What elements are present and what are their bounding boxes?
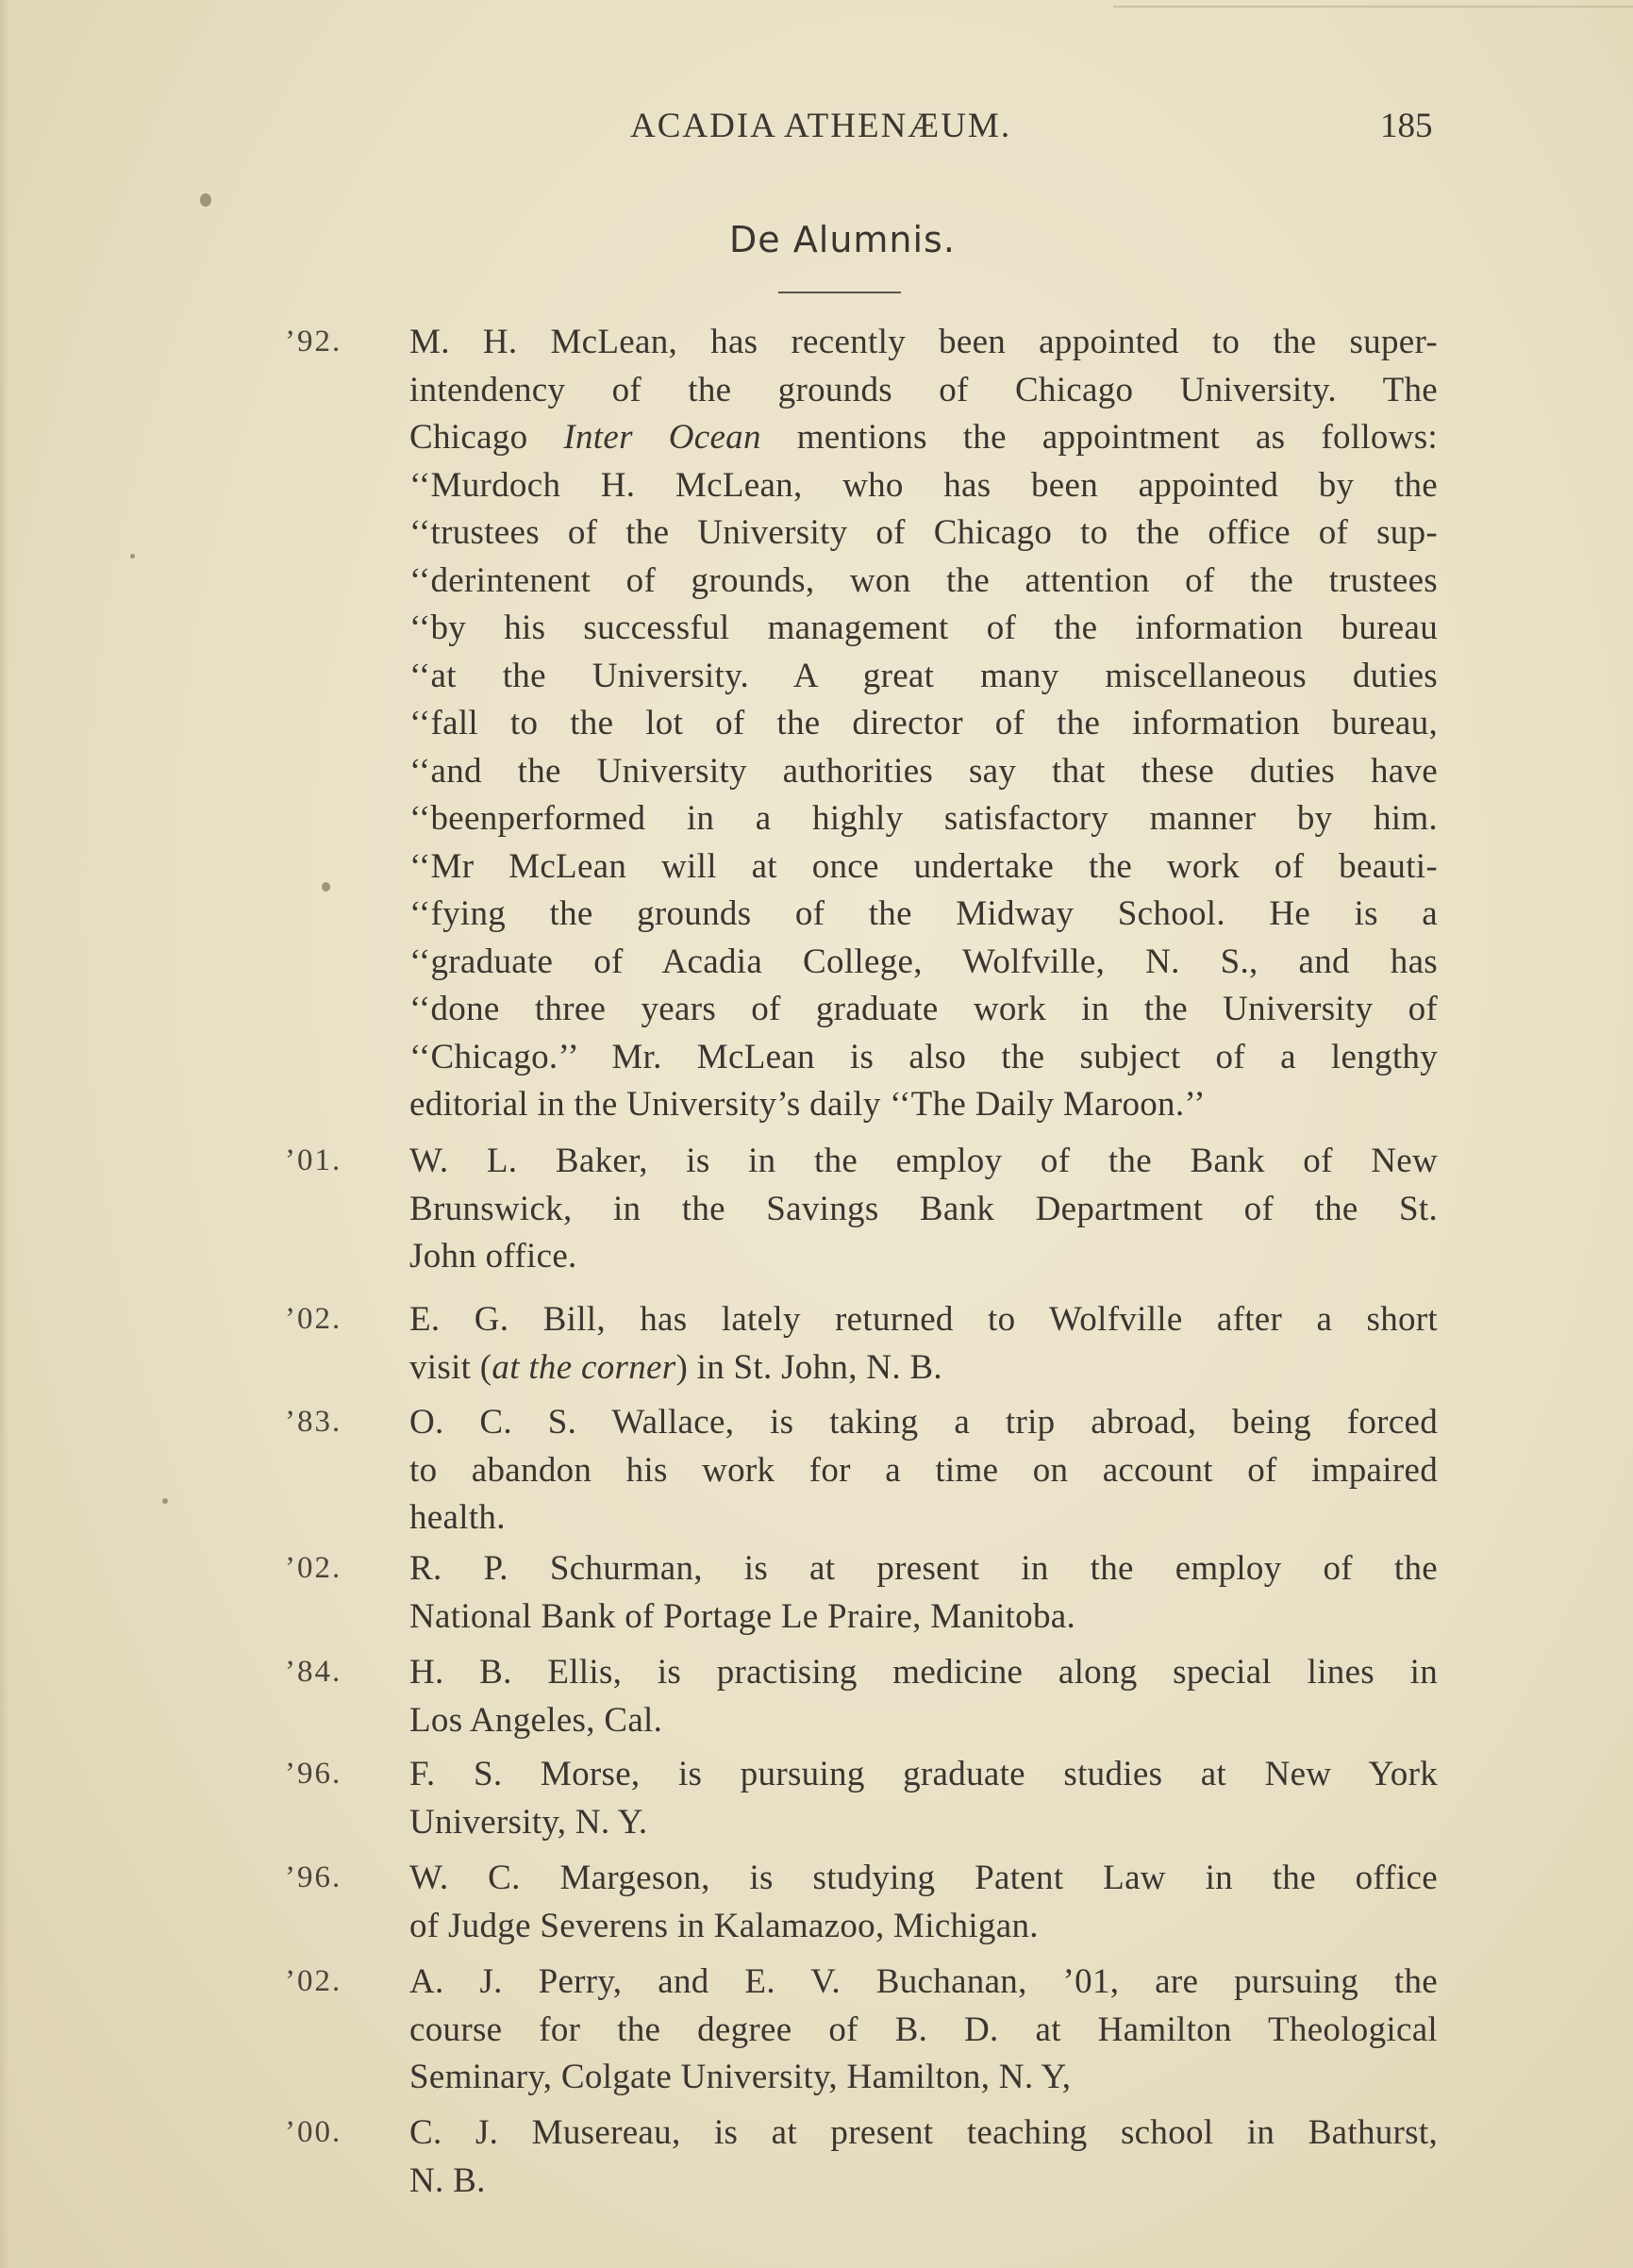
entry-text-line: M. H. McLean, has recently been appointed to the super- — [409, 323, 1438, 361]
class-year: ’01. — [285, 1143, 342, 1177]
entry-text-line: National Bank of Portage Le Praire, Manitoba. — [409, 1596, 1076, 1636]
entry-text-line: ‘‘and the University authorities say that these duties have — [409, 751, 1438, 791]
class-year: ’02. — [285, 1964, 342, 1998]
page-edge-top — [1113, 6, 1633, 8]
entry-text-line: N. B. — [409, 2160, 486, 2200]
entry-text-line: ‘‘beenperformed in a highly satisfactory manner by him. — [409, 799, 1438, 838]
class-year: ’02. — [285, 1302, 342, 1336]
entry-text-line: health. — [409, 1498, 506, 1537]
class-year: ’02. — [285, 1551, 342, 1585]
entry-text-line: of Judge Severens in Kalamazoo, Michigan. — [409, 1906, 1039, 1945]
class-year: ’83. — [285, 1405, 342, 1439]
entry-text-line: editorial in the University’s daily ‘‘The Daily Maroon.’’ — [409, 1085, 1206, 1124]
entry-text-line: C. J. Musereau, is at present teaching school in Bathurst, — [409, 2113, 1438, 2152]
entry-text-line: Brunswick, in the Savings Bank Department of the St. — [409, 1189, 1438, 1228]
entry-text-line: W. L. Baker, is in the employ of the Bank of New — [409, 1142, 1438, 1180]
entry-text-line: ‘‘done three years of graduate work in the University of — [409, 990, 1438, 1028]
class-year: ’96. — [285, 1757, 342, 1791]
entry-text-line: visit (at the corner) in St. John, N. B. — [409, 1347, 942, 1387]
paper-speck — [322, 882, 330, 892]
entry-text-line: Seminary, Colgate University, Hamilton, N. Y, — [409, 2058, 1072, 2096]
class-year: ’96. — [285, 1860, 342, 1894]
entry-text-line: E. G. Bill, has lately returned to Wolfville after a short — [409, 1300, 1438, 1339]
page-number: 185 — [1380, 107, 1433, 145]
entry-text-line: ‘‘derintenent of grounds, won the attention of the trustees — [409, 560, 1438, 600]
title-rule — [778, 292, 901, 293]
entry-text-line: University, N. Y. — [409, 1802, 648, 1842]
paper-speck — [162, 1498, 168, 1504]
running-head: ACADIA ATHENÆUM. — [630, 107, 1012, 145]
entry-text-line: John office. — [409, 1237, 577, 1276]
entry-text-line: ‘‘fall to the lot of the director of the information bureau, — [409, 704, 1438, 742]
entry-text-line: Chicago Inter Ocean mentions the appointment as follows: — [409, 418, 1439, 457]
entry-text-line: Los Angeles, Cal. — [409, 1700, 663, 1740]
class-year: ’92. — [285, 325, 342, 359]
entry-text-line: ‘‘Murdoch H. McLean, who has been appointed by the — [409, 465, 1438, 505]
entry-text-line: H. B. Ellis, is practising medicine along special lines in — [409, 1653, 1438, 1692]
entry-text-line: ‘‘at the University. A great many miscellaneous duties — [409, 656, 1438, 695]
entry-text-line: A. J. Perry, and E. V. Buchanan, ’01, are pursuing the — [409, 1962, 1438, 2001]
paper-speck — [130, 554, 135, 559]
entry-text-line: course for the degree of B. D. at Hamilton Theological — [409, 2010, 1438, 2049]
entry-text-line: R. P. Schurman, is at present in the employ of the — [409, 1549, 1438, 1588]
entry-text-line: F. S. Morse, is pursuing graduate studies at New York — [409, 1755, 1438, 1793]
entry-text-line: W. C. Margeson, is studying Patent Law in the office — [409, 1859, 1438, 1897]
entry-text-line: O. C. S. Wallace, is taking a trip abroad, being forced — [409, 1403, 1438, 1442]
class-year: ’84. — [285, 1655, 342, 1689]
entry-text-line: ‘‘Mr McLean will at once undertake the work of beauti- — [409, 846, 1438, 886]
entry-text-line: ‘‘fying the grounds of the Midway School. He is a — [409, 894, 1438, 933]
entry-text-line: to abandon his work for a time on account of impaired — [409, 1450, 1438, 1490]
entry-text-line: ‘‘trustees of the University of Chicago to the office of sup- — [409, 513, 1438, 552]
entry-text-line: ‘‘graduate of Acadia College, Wolfville, N. S., and has — [409, 942, 1438, 981]
class-year: ’00. — [285, 2115, 342, 2149]
section-title: De Alumnis. — [729, 219, 956, 260]
entry-text-line: intendency of the grounds of Chicago University. The — [409, 370, 1438, 409]
paper-speck — [200, 193, 211, 207]
entry-text-line: ‘‘Chicago.’’ Mr. McLean is also the subject of a lengthy — [409, 1037, 1438, 1076]
entry-text-line: ‘‘by his successful management of the information bureau — [409, 609, 1438, 647]
page-edge-left — [0, 0, 9, 2268]
